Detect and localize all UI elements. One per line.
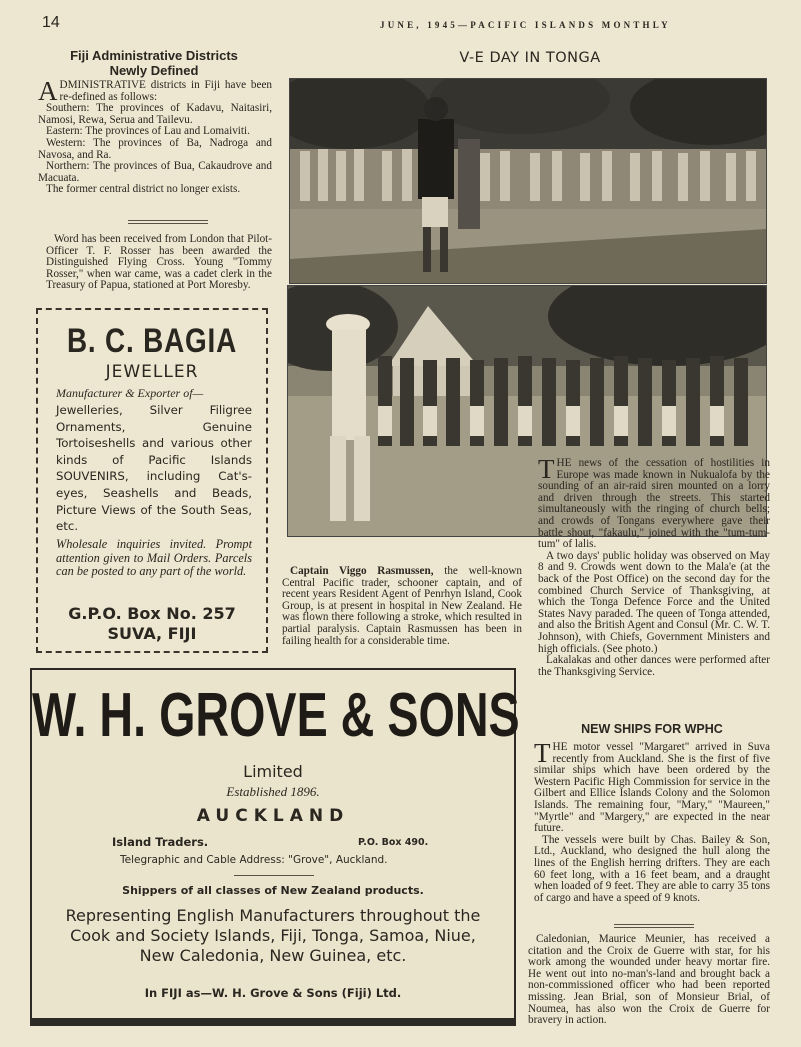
ships-article-title: NEW SHIPS FOR WPHC (581, 722, 723, 736)
bagia-intro: Manufacturer & Exporter of— (56, 386, 204, 400)
running-title: JUNE, 1945—PACIFIC ISLANDS MONTHLY (380, 20, 671, 30)
divider (234, 875, 314, 876)
bagia-goods: Jewelleries, Silver Filigree Ornaments, Genuine Tortoiseshells and various other kinds of Pacific Islands SOUVENIRS, including Cat's-eyes, Seashells and Beads, Picture Views of the South Seas, etc. (56, 403, 252, 534)
grove-fiji-branch: In FIJI as—W. H. Grove & Sons (Fiji) Ltd. (144, 986, 402, 1000)
fiji-title-line2: Newly Defined (109, 63, 199, 78)
rasmussen-caption (282, 566, 522, 647)
rasmussen-caption-text: the well-known Central Pacific trader, schooner captain, and of recent years Resident Agent of Penrhyn Island, Cook Group, is at present in hospital in New Zealand. He was flown there following a stroke, which resulted in partial paralysis. Captain Rasmussen has been in failing health for a considerable time. (282, 565, 523, 647)
bagia-city: SUVA, FIJI (107, 624, 197, 643)
divider (614, 924, 694, 925)
tonga-para-3: Lakalakas and other dances were performed after the Thanksgiving Service. (538, 654, 770, 678)
page-number: 14 (42, 14, 60, 31)
fiji-para-1: ADMINISTRATIVE districts in Fiji have been re-defined as follows: (38, 76, 272, 106)
grove-cable: Telegraphic and Cable Address: "Grove", Auckland. (120, 854, 388, 866)
meunier-note: Caledonian, Maurice Meunier, has received a citation and the Croix de Guerre with star, for his work among the wounded under heavy mortar fire. He went out into no-man's-land and brought back a non-commissioned officer who had been reported missing. Jean Brial, son of Monsieur Brial, of Noumea, has also won the Croix de Guerre for bravery in action. (528, 933, 770, 1027)
grove-shippers: Shippers of all classes of New Zealand products. (122, 884, 424, 897)
fiji-para-4: Western: The provinces of Ba, Nadroga and Navosa, and Ra. (38, 136, 272, 161)
drop-cap: A (38, 76, 58, 106)
ships-article-body (534, 738, 770, 904)
tonga-para-1: THE news of the cessation of hostilities in Europe was made known in Nukualofa by the sounding of an air-raid siren mounted on a lorry and driven through the streets. This started simultaneously with the ringing of church bells; and crowds of Tongans everywhere gave their battle shout, "fakaulu," joined with the "tum-tum-tum" of lalis. (538, 454, 770, 551)
ships-para-2: The vessels were built by Chas. Bailey & Son, Ltd., Auckland, who designed the hull along the lines of the English herring drifters. They are each 60 feet long, with a 16 feet beam, and a draught when loaded of 9 feet. They are able to carry 35 tons of cargo and have a speed of 9 knots. (534, 833, 770, 904)
grove-traders: Island Traders. (112, 835, 209, 849)
divider (128, 220, 208, 221)
bagia-wholesale: Wholesale inquiries invited. Prompt attention given to Mail Orders. Parcels can be posted to any part of the world. (56, 537, 252, 579)
grove-representing: Representing English Manufacturers throughout the Cook and Society Islands, Fiji, Tonga, Samoa, Niue, New Caledonia, New Guinea, etc. (65, 906, 481, 965)
rasmussen-caption-lead: Captain Viggo Rasmussen, (290, 565, 434, 577)
grove-city: AUCKLAND (196, 806, 350, 826)
grove-po-box: P.O. Box 490. (358, 837, 429, 848)
fiji-article-title (36, 48, 272, 78)
photo-spread-title: V-E DAY IN TONGA (459, 50, 601, 66)
tonga-article-body (538, 454, 770, 678)
drop-cap: T (534, 738, 551, 768)
rosser-note: Word has been received from London that Pilot-Officer T. F. Rosser has been awarded the Distinguished Flying Cross. Young "Tommy Rosser," when war came, was a cadet clerk in the Treasury of Papua, stationed at Port Moresby. (46, 233, 272, 292)
tonga-parade-photo-1 (289, 78, 767, 284)
fiji-article-body (38, 76, 272, 196)
fiji-para-6: The former central district no longer exists. (46, 183, 241, 196)
divider (614, 927, 694, 928)
fiji-para-2: Southern: The provinces of Kadavu, Naitasiri, Namosi, Rewa, Serua and Tailevu. (38, 102, 272, 126)
ships-para-1: THE motor vessel "Margaret" arrived in Suva recently from Auckland. She is the first of five similar ships which have been ordered by the Western Pacific High Commission for service in the Gilbert and Ellice Islands Colony and the Solomon Islands. The remaining four, "Mary," "Maureen," "Myrtle" and "Margery," are expected in the near future. (534, 738, 770, 835)
grove-advertisement (30, 668, 520, 1026)
bagia-name: B. C. BAGIA (66, 322, 238, 360)
fiji-para-3: Eastern: The provinces of Lau and Lomaiviti. (46, 125, 250, 138)
divider (128, 223, 208, 224)
fiji-title-line1: Fiji Administrative Districts (70, 48, 238, 63)
grove-limited: Limited (243, 762, 303, 781)
grove-name: W. H. GROVE & SONS (32, 681, 520, 750)
bagia-trade: JEWELLER (105, 362, 199, 382)
bagia-advertisement (36, 308, 268, 653)
tonga-para-2: A two days' public holiday was observed on May 8 and 9. Crowds went down to the Mala'e (at the back of the Post Office) on the second day for the combined Church Service of Thanksgiving, at which the Tonga Defence Force and the United States Navy paraded. The queen of Tonga attended, and also the British Agent and Consul (Mr. C. W. T. Johnson), with Chiefs, Government Ministers and high officials. (See photo.) (538, 549, 770, 655)
drop-cap: T (538, 454, 555, 484)
bagia-box: G.P.O. Box No. 257 (68, 604, 236, 623)
grove-established: Established 1896. (226, 784, 320, 799)
fiji-para-5: Northern: The provinces of Bua, Cakaudrove and Macuata. (38, 160, 272, 184)
